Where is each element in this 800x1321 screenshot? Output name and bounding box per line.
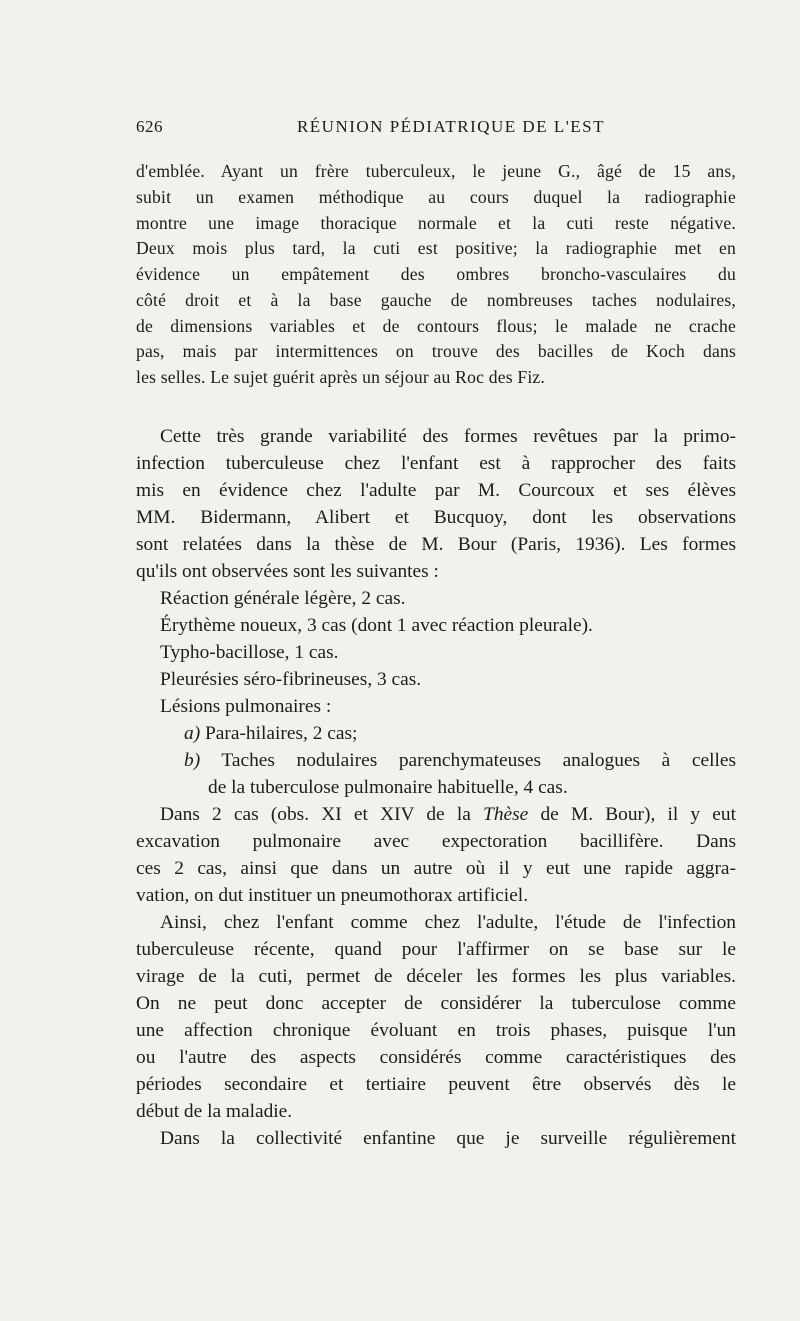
- text-line: Dans la collectivité enfantine que je surveille régulièrement: [160, 1128, 736, 1149]
- text-line: [160, 802, 736, 828]
- text-line: MM. Bidermann, Alibert et Bucquoy, dont les observations: [136, 507, 736, 528]
- text-line: virage de la cuti, permet de déceler les formes les plus variables.: [136, 966, 736, 987]
- text-line: subit un examen méthodique au cours duquel la radiographie: [136, 187, 736, 207]
- text-line: périodes secondaire et tertiaire peuvent être observés dès le: [136, 1074, 736, 1095]
- list-item: Érythème noueux, 3 cas (dont 1 avec réaction pleurale).: [160, 615, 593, 636]
- text-line: qu'ils ont observées sont les suivantes :: [136, 561, 439, 582]
- sub-item-text: Para-hilaires, 2 cas;: [205, 723, 358, 744]
- sub-item-b: [184, 748, 736, 774]
- list-item: Typho-bacillose, 1 cas.: [160, 642, 339, 663]
- text-line: pas, mais par intermittences on trouve des bacilles de Koch dans: [136, 341, 736, 361]
- text-line: côté droit et à la base gauche de nombreuses taches nodulaires,: [136, 290, 736, 310]
- text-line: On ne peut donc accepter de considérer la tuberculose comme: [136, 993, 736, 1014]
- text-line: montre une image thoracique normale et la cuti reste négative.: [136, 213, 736, 233]
- text-line: tuberculeuse récente, quand pour l'affirmer on se base sur le: [136, 939, 736, 960]
- sub-item-text: Taches nodulaires parenchymateuses analogues à celles: [221, 750, 737, 771]
- text-line: une affection chronique évoluant en trois phases, puisque l'un: [136, 1020, 736, 1041]
- running-title: RÉUNION PÉDIATRIQUE DE L'EST: [296, 117, 606, 136]
- sub-item-marker: b): [184, 750, 201, 771]
- list-item: Lésions pulmonaires :: [160, 696, 332, 717]
- text-line: vation, on dut instituer un pneumothorax artificiel.: [136, 885, 529, 906]
- text-line: les selles. Le sujet guérit après un séjour au Roc des Fiz.: [136, 367, 546, 387]
- list-item: Pleurésies séro-fibrineuses, 3 cas.: [160, 669, 422, 690]
- page-number: 626: [136, 117, 163, 136]
- text-line: Deux mois plus tard, la cuti est positive; la radiographie met en: [136, 238, 736, 258]
- text-line: mis en évidence chez l'adulte par M. Courcoux et ses élèves: [136, 480, 736, 501]
- text-line: ces 2 cas, ainsi que dans un autre où il y eut une rapide aggra-: [136, 858, 736, 879]
- text-line: Cette très grande variabilité des formes revêtues par la primo-: [160, 426, 736, 447]
- text-fragment: de M. Bour), il y eut: [540, 804, 736, 825]
- text-line: évidence un empâtement des ombres broncho-vasculaires du: [136, 264, 736, 284]
- text-line: début de la maladie.: [136, 1101, 293, 1122]
- text-line: de dimensions variables et de contours flous; le malade ne crache: [136, 316, 736, 336]
- text-line: Ainsi, chez l'enfant comme chez l'adulte, l'étude de l'infection: [160, 912, 736, 933]
- text-line: sont relatées dans la thèse de M. Bour (Paris, 1936). Les formes: [136, 534, 736, 555]
- page-header: [136, 117, 736, 143]
- text-line: infection tuberculeuse chez l'enfant est à rapprocher des faits: [136, 453, 736, 474]
- list-item: Réaction générale légère, 2 cas.: [160, 588, 406, 609]
- sub-item-marker: a): [184, 723, 201, 744]
- sub-item-a: [184, 721, 736, 747]
- text-line: excavation pulmonaire avec expectoration bacillifère. Dans: [136, 831, 736, 852]
- text-line: d'emblée. Ayant un frère tuberculeux, le jeune G., âgé de 15 ans,: [136, 161, 736, 181]
- text-line: ou l'autre des aspects considérés comme caractéristiques des: [136, 1047, 736, 1068]
- sub-item-b-cont: de la tuberculose pulmonaire habituelle, 4 cas.: [208, 777, 568, 798]
- italic-title: Thèse: [483, 804, 529, 825]
- text-fragment: Dans 2 cas (obs. XI et XIV de la: [160, 804, 471, 825]
